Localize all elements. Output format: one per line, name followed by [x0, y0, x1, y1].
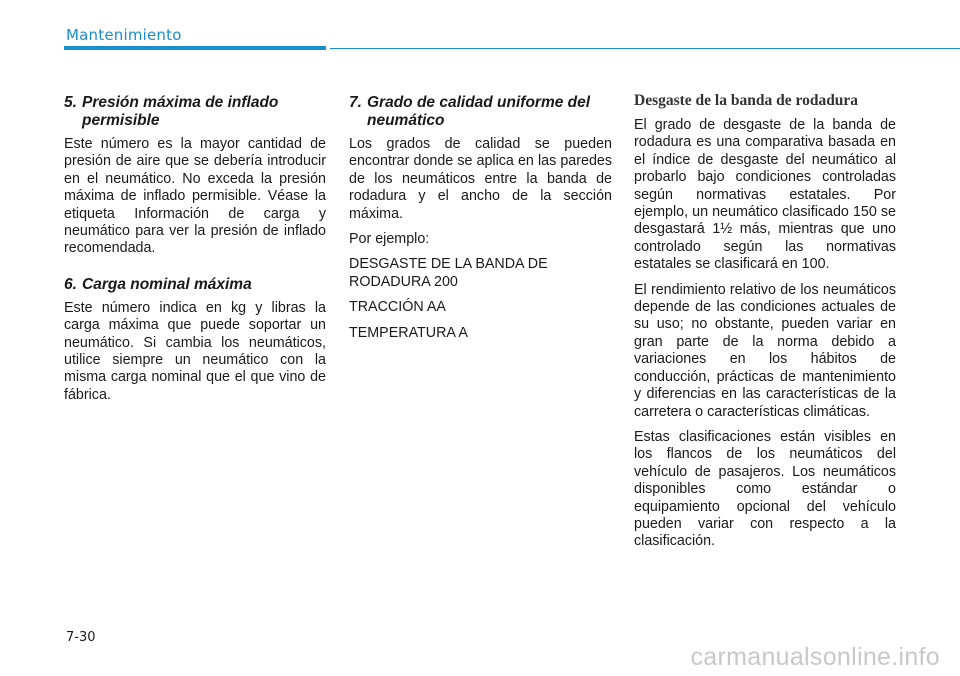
paragraph-treadwear-2: El rendimiento relativo de los neumáticos depende de las condiciones actuales de su uso; no obstante, pueden variar en gran parte de la norma debido a variaciones en los hábitos de conducción, prácticas de mantenimiento y diferencias en las características de la carretera o características climáticas.	[634, 281, 896, 420]
column-3	[634, 92, 896, 559]
example-label: Por ejemplo:	[349, 231, 430, 248]
subheading-text: Grado de calidad uniforme del neumático	[367, 94, 591, 129]
header-rule-thin	[330, 48, 960, 49]
paragraph-quality-grade: Los grados de calidad se pueden encontrar donde se aplica en las paredes de los neumáticos entre la banda de rodadura y el ancho de la sección máxima.	[349, 136, 612, 222]
column-1	[64, 94, 326, 412]
section-title: Mantenimiento	[66, 26, 182, 44]
subheading-number: 5.	[64, 94, 77, 111]
subheading-text: Carga nominal máxima	[82, 275, 252, 293]
watermark: carmanualsonline.info	[690, 643, 940, 671]
paragraph-max-load: Este número indica en kg y libras la carga máxima que puede soportar un neumático. Si cambia los neumáticos, utilice siempre un neumático con la misma carga nominal que el que vino de fábrica.	[64, 299, 326, 403]
heading-treadwear: Desgaste de la banda de rodadura	[634, 92, 859, 109]
example-treadwear: DESGASTE DE LA BANDA DE RODADURA 200	[349, 256, 548, 290]
example-temperature: TEMPERATURA A	[349, 324, 468, 341]
example-traction: TRACCIÓN AA	[349, 299, 446, 316]
subheading-max-pressure	[64, 94, 326, 130]
subheading-quality-grade	[349, 94, 612, 130]
subheading-number: 6.	[64, 275, 77, 293]
subheading-text: Presión máxima de inflado permisible	[82, 94, 279, 129]
paragraph-treadwear-3: Estas clasificaciones están visibles en los flancos de los neumáticos del vehículo de pasajeros. Los neumáticos disponibles como estándar o equipamiento opcional del vehículo pueden variar con respecto a la clasificación.	[634, 428, 896, 550]
column-2	[349, 94, 612, 350]
subheading-number: 7.	[349, 94, 362, 111]
header-rule-thick	[64, 46, 326, 50]
subheading-max-load	[64, 276, 326, 294]
paragraph-max-pressure: Este número es la mayor cantidad de presión de aire que se debería introducir en el neumático. No exceda la presión máxima de inflado permisible. Véase la etiqueta Información de carga y neumático para ver la presión de inflado recomendada.	[64, 136, 326, 257]
paragraph-treadwear-1: El grado de desgaste de la banda de rodadura es una comparativa basada en el índice de desgaste del neumático al probarlo bajo condiciones controladas según normativas estatales. Por ejemplo, un neumático clasificado 150 se desgastará 1½ más, mientras que uno controlado según las normativas estatales se clasificará en 100.	[634, 117, 896, 273]
page-number: 7-30	[66, 630, 96, 645]
